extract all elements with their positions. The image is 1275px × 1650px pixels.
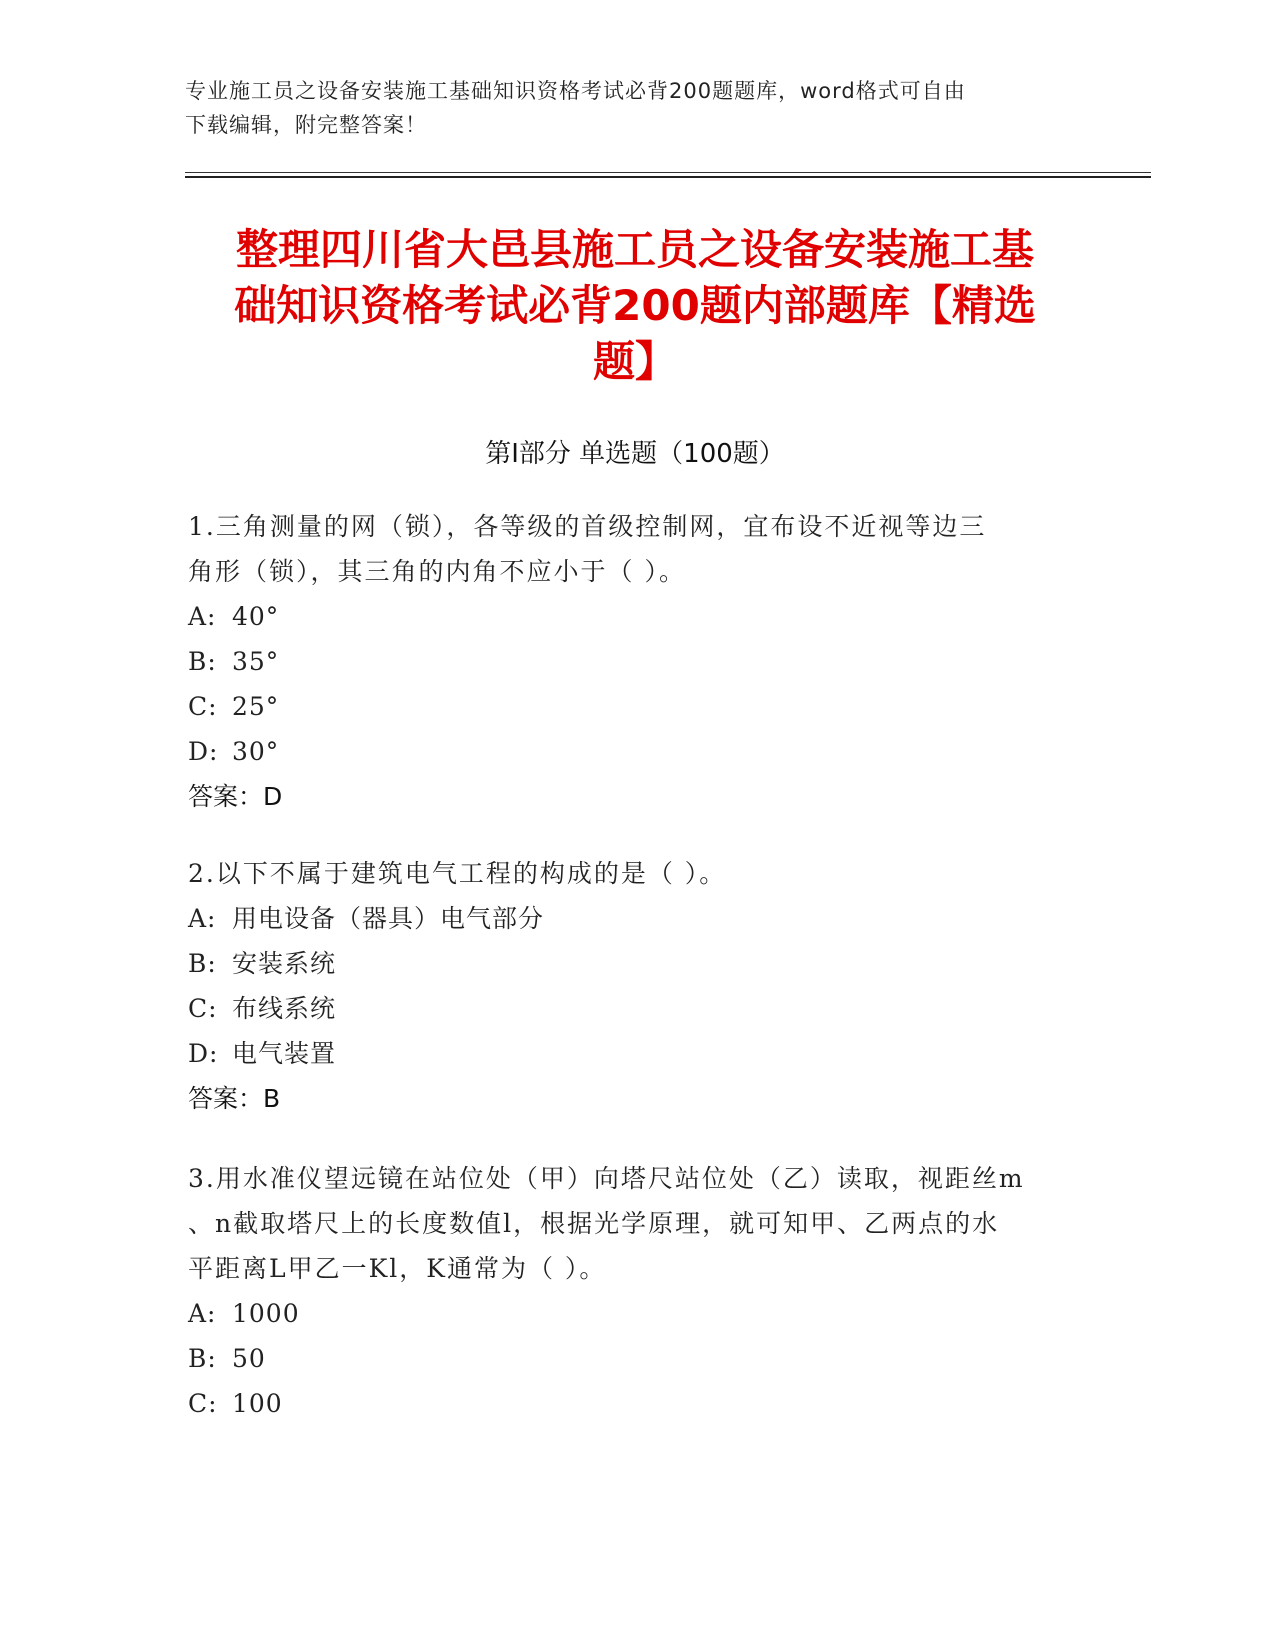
option-text: 用电设备（器具）电气部分 — [232, 904, 545, 933]
section-heading: 第I部分 单选题（100题） — [485, 439, 785, 469]
option-letter: B: — [188, 949, 217, 978]
question-2-answer: 答案：B — [188, 1084, 281, 1113]
question-2-option-c — [188, 986, 1088, 1031]
document-title-line-3: 题】 — [592, 337, 677, 386]
question-2-stem — [188, 851, 1088, 896]
question-3-option-a — [188, 1291, 1088, 1336]
option-text: 35° — [232, 647, 280, 676]
question-1-stem-line-2: 角形（锁），其三角的内角不应小于（ ）。 — [188, 557, 686, 586]
question-3-stem — [188, 1156, 1088, 1291]
question-3 — [188, 1156, 1088, 1426]
option-text: 50 — [232, 1344, 266, 1373]
question-1-stem-line-1: 1.三角测量的网（锁），各等级的首级控制网，宜布设不近视等边三 — [188, 512, 987, 541]
question-1-stem — [188, 504, 1088, 594]
question-3-stem-line-1: 3.用水准仪望远镜在站位处（甲）向塔尺站位处（乙）读取，视距丝m — [188, 1164, 1025, 1193]
header-divider-thin — [185, 172, 1151, 173]
option-text: 1000 — [232, 1299, 300, 1328]
option-text: 布线系统 — [232, 994, 337, 1023]
option-letter: D: — [188, 737, 219, 766]
question-3-option-c — [188, 1381, 1088, 1426]
header-divider-thick — [185, 176, 1151, 178]
question-2-option-d — [188, 1031, 1088, 1076]
question-1-option-c — [188, 684, 1088, 729]
question-3-option-b — [188, 1336, 1088, 1381]
option-text: 40° — [232, 602, 280, 631]
question-2 — [188, 851, 1088, 1121]
document-title — [185, 222, 1085, 390]
header-note-line-1: 专业施工员之设备安装施工基础知识资格考试必背200题题库，word格式可自由 — [185, 79, 966, 103]
option-letter: B: — [188, 647, 217, 676]
option-text: 安装系统 — [232, 949, 337, 978]
option-letter: C: — [188, 994, 218, 1023]
question-1 — [188, 504, 1088, 819]
option-letter: A: — [188, 1299, 217, 1328]
option-letter: C: — [188, 1389, 218, 1418]
document-title-line-1: 整理四川省大邑县施工员之设备安装施工基 — [235, 225, 1034, 274]
option-text: 电气装置 — [232, 1039, 337, 1068]
question-2-option-b — [188, 941, 1088, 986]
option-letter: C: — [188, 692, 218, 721]
option-letter: B: — [188, 1344, 217, 1373]
header-note — [185, 74, 1085, 142]
option-letter: A: — [188, 602, 217, 631]
question-3-stem-line-3: 平距离L甲乙一Kl，K通常为（ ）。 — [188, 1254, 607, 1283]
header-note-line-2: 下载编辑，附完整答案！ — [185, 113, 427, 137]
option-text: 100 — [232, 1389, 283, 1418]
option-letter: A: — [188, 904, 217, 933]
question-3-stem-line-2: 、n截取塔尺上的长度数值l，根据光学原理，就可知甲、乙两点的水 — [188, 1209, 1000, 1238]
question-1-option-b — [188, 639, 1088, 684]
option-text: 25° — [232, 692, 280, 721]
question-2-stem-line-1: 2.以下不属于建筑电气工程的构成的是（ ）。 — [188, 859, 727, 888]
question-1-option-d — [188, 729, 1088, 774]
option-letter: D: — [188, 1039, 219, 1068]
option-text: 30° — [232, 737, 280, 766]
question-2-option-a — [188, 896, 1088, 941]
question-1-option-a — [188, 594, 1088, 639]
document-title-line-2: 础知识资格考试必背200题内部题库【精选 — [234, 281, 1036, 330]
question-1-answer: 答案：D — [188, 782, 283, 811]
